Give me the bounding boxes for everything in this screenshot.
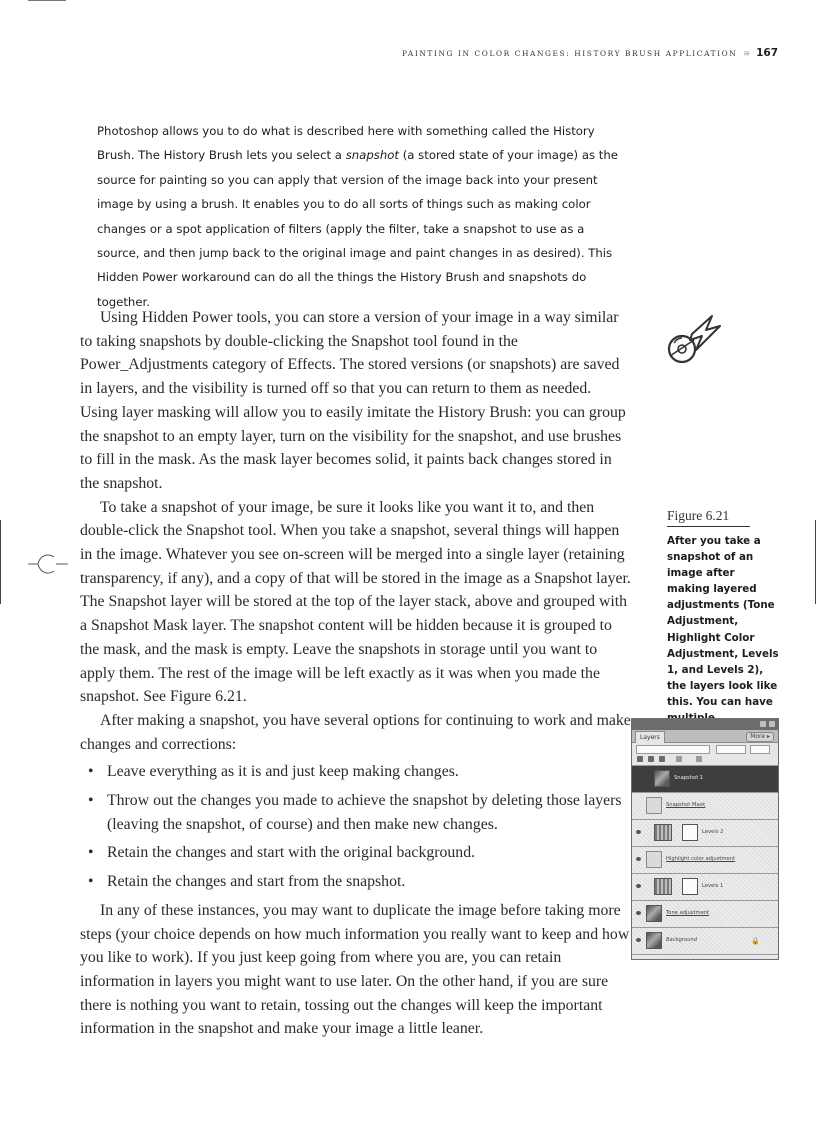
panel-title-bar <box>632 719 778 730</box>
layer-row <box>632 901 778 928</box>
list-item-text: Retain the changes and start with the original background. <box>107 844 476 862</box>
layer-row <box>632 793 778 820</box>
layers-tab: Layers <box>635 731 665 743</box>
figure-caption <box>667 508 779 742</box>
bullet-icon: • <box>88 792 94 810</box>
delete-layer-icon <box>659 756 665 762</box>
sidebar-note-text-b: (a stored state of your image) as the source for painting so you can apply that version of the image back into your present image by using a brush. It enables you to do all sorts of things such as making color changes or a spot application of filters (apply the filter, take a snapshot to use as a source, and then jump back to the original image and paint changes in as desired). This Hidden Power workaround can do all the things the History Brush and snapshots do together. <box>97 148 618 309</box>
page-number: 167 <box>756 47 778 59</box>
running-head-title: PAINTING IN COLOR CHANGES: HISTORY BRUSH APPLICATION <box>402 49 738 58</box>
layer-name: Snapshot Mask <box>666 802 706 808</box>
sidebar-note <box>97 119 627 314</box>
body-paragraph-3: After making a snapshot, you have several options for continuing to work and make changes and corrections: <box>80 711 631 753</box>
list-item-text: Retain the changes and start from the snapshot. <box>107 873 406 891</box>
layer-thumbnail <box>646 851 662 868</box>
body-paragraph-2: To take a snapshot of your image, be sure it looks like you want it to, and then double-click the Snapshot tool. When you take a snapshot, several things will happen in the image. Whatever you see on-screen will be merged into a single layer (retaining transparency, if any), and a copy of that will be stored in the image as a Snapshot layer. The Snapshot layer will be stored at the top of the layer stack, above and grouped with a Snapshot Mask layer. The snapshot content will be hidden because it is grouped to the mask, and the mask is empty. Leave the snapshots in storage until you want to apply them. The rest of the image will be left exactly as it was when you made the snapshot. See Figure 6.21. <box>80 498 631 706</box>
layer-name: Tone adjustment <box>666 910 710 916</box>
registration-mark-icon <box>26 551 70 577</box>
layer-name: Levels 1 <box>702 883 724 889</box>
layer-name: Background <box>666 937 698 943</box>
running-head-separator: ≋ <box>743 49 751 58</box>
layer-thumbnail <box>646 932 662 949</box>
lock-transparency-icon <box>676 756 682 762</box>
eye-icon <box>636 830 641 834</box>
layer-thumbnail <box>654 770 670 787</box>
layer-row <box>632 820 778 847</box>
eye-icon <box>636 911 641 915</box>
sidebar-note-text <box>97 119 627 314</box>
eye-icon <box>636 857 641 861</box>
sidebar-note-italic: snapshot <box>345 148 399 163</box>
panel-close-icon <box>769 721 775 727</box>
list-item <box>80 760 632 784</box>
layer-tool-icons <box>632 753 778 766</box>
panel-minimize-icon <box>760 721 766 727</box>
layer-name: Highlight color adjustment <box>666 856 735 862</box>
body-paragraph-4: In any of these instances, you may want to duplicate the image before taking more steps (your choice depends on how much information you really want to keep and how you like to work). If you just keep going from where you are, you can retain information in layers you might want to use later. On the other hand, if you are sure there is nothing you want to retain, tossing out the changes will keep the important information in the snapshot and make your image a little leaner. <box>80 901 630 1038</box>
list-item <box>80 870 632 894</box>
layer-mask-thumbnail <box>682 878 698 895</box>
layer-thumbnail <box>646 797 662 814</box>
lightning-disc-icon <box>662 312 724 370</box>
body-text <box>80 306 632 1041</box>
layer-mask-thumbnail <box>682 824 698 841</box>
adjustment-layer-icon <box>648 756 654 762</box>
figure-label: Figure 6.21 <box>667 508 750 527</box>
more-button: More ▸ <box>746 732 774 742</box>
layer-name: Levels 2 <box>702 829 724 835</box>
options-list <box>80 760 632 894</box>
lock-all-icon <box>696 756 702 762</box>
bullet-icon: • <box>88 844 94 862</box>
eye-icon <box>636 938 641 942</box>
layer-row <box>632 766 778 793</box>
panel-tab-bar <box>632 730 778 743</box>
layer-thumbnail <box>654 824 672 841</box>
blend-mode-controls <box>632 743 778 753</box>
bullet-icon: • <box>88 873 94 891</box>
layer-row <box>632 847 778 874</box>
list-item <box>80 841 632 865</box>
list-item <box>80 789 632 836</box>
bullet-icon: • <box>88 763 94 781</box>
layer-row <box>632 928 778 955</box>
layer-name: Snapshot 1 <box>674 775 704 781</box>
running-head <box>402 47 778 59</box>
layer-thumbnail <box>654 878 672 895</box>
sidebar-note-text-a: Photoshop allows you to do what is described here with something called the History Brush. The History Brush lets you select a <box>97 124 595 163</box>
figure-caption-text: After you take a snapshot of an image after making layered adjustments (Tone Adjustment, Highlight Color Adjustment, Levels 1, and Levels 2), the layers look like this. You can have <box>667 535 779 708</box>
crop-mark-left <box>0 520 1 604</box>
body-paragraph-1: Using Hidden Power tools, you can store a version of your image in a way similar to taking snapshots by double-clicking the Snapshot tool found in the Power_Adjustments category of Effects. The stored versions (or snapshots) are saved in layers, and the visibility is turned off so that you can return to them as needed. Using layer masking will allow you to easily imitate the History Brush: you can group the snapshot to an empty layer, turn on the visibility for the snapshot, and use brushes to fill in the mask. As the mask layer becomes solid, it paints back changes stored in the snapshot. <box>80 309 626 492</box>
new-layer-icon <box>637 756 643 762</box>
layer-thumbnail <box>646 905 662 922</box>
eye-icon <box>636 884 641 888</box>
crop-mark-top <box>28 0 66 1</box>
list-item-text: Throw out the changes you made to achieve the snapshot by deleting those layers (leaving the snapshot, of course) and then make new changes. <box>107 792 622 833</box>
list-item-text: Leave everything as it is and just keep making changes. <box>107 763 459 781</box>
layers-panel-figure <box>631 718 779 960</box>
lock-icon: 🔒 <box>751 937 760 945</box>
layer-row <box>632 874 778 901</box>
